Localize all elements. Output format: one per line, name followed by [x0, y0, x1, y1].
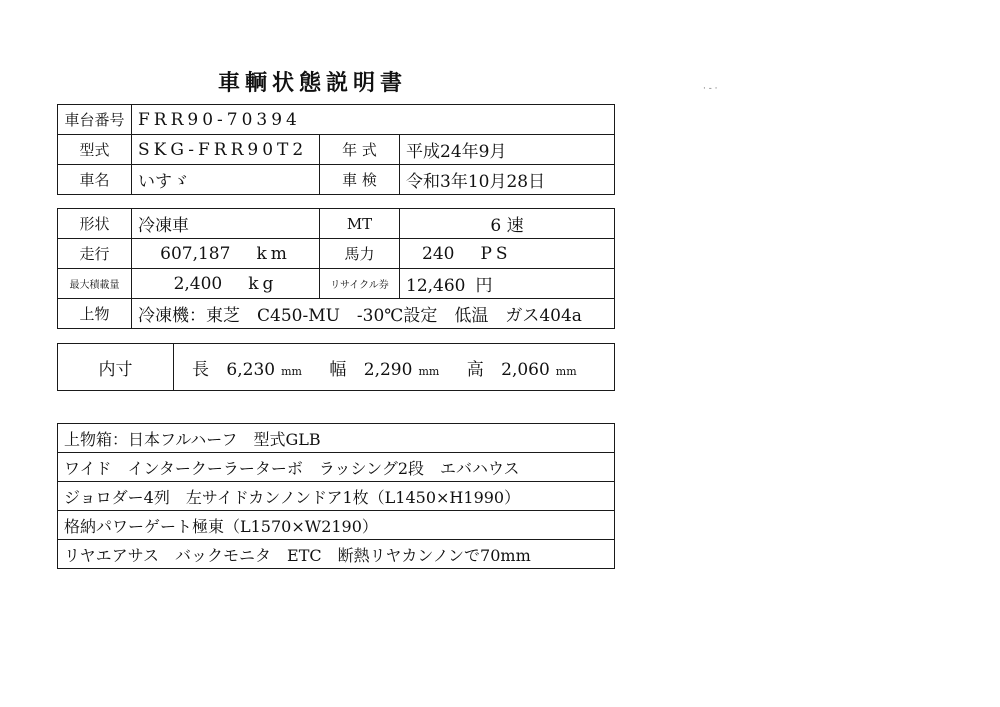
load-unit: kg — [248, 273, 278, 294]
length-value: 6,230 — [226, 359, 276, 380]
name-label: 車名 — [58, 165, 132, 195]
shape-row — [58, 209, 615, 239]
scan-mark: · ‑ · — [703, 84, 718, 94]
height-value: 2,060 — [501, 359, 550, 380]
power-value: 240 — [422, 243, 455, 264]
note-line: 格納パワーゲート極東（L1570×W2190） — [58, 511, 615, 540]
notes-table — [57, 423, 615, 569]
mileage-cell — [132, 239, 320, 269]
note-row — [58, 453, 615, 482]
recycle-cell — [400, 269, 615, 299]
width-value: 2,290 — [363, 359, 413, 380]
chassis-label: 車台番号 — [58, 105, 132, 135]
power-cell — [400, 239, 615, 269]
body-row — [58, 299, 615, 329]
basic-info-table — [57, 104, 615, 195]
inspection-label: 車 検 — [320, 165, 400, 195]
dimensions-row — [58, 344, 615, 391]
height-label: 高 — [466, 359, 484, 380]
dimensions-values — [174, 344, 615, 391]
name-row — [58, 165, 615, 195]
spec-table — [57, 208, 615, 329]
note-row — [58, 482, 615, 511]
note-line: 上物箱：日本フルハーフ 型式GLB — [58, 424, 615, 453]
recycle-label: リサイクル券 — [320, 269, 400, 299]
note-row — [58, 424, 615, 453]
year-label: 年 式 — [320, 135, 400, 165]
width-unit: mm — [418, 364, 440, 378]
model-value: SKG-FRR90T2 — [132, 135, 320, 165]
note-row — [58, 540, 615, 569]
width-label: 幅 — [329, 359, 347, 380]
mileage-value: 607,187 — [160, 243, 231, 264]
load-value: 2,400 — [173, 273, 223, 294]
mileage-row — [58, 239, 615, 269]
recycle-value: 12,460 — [406, 276, 466, 296]
recycle-unit: 円 — [475, 276, 493, 296]
year-value: 平成24年9月 — [400, 135, 615, 165]
dimensions-label: 内寸 — [58, 344, 174, 391]
inspection-value: 令和3年10月28日 — [400, 165, 615, 195]
mileage-label: 走行 — [58, 239, 132, 269]
length-label: 長 — [192, 359, 209, 380]
dimensions-table — [57, 343, 615, 391]
load-row — [58, 269, 615, 299]
mt-value: 6 速 — [400, 209, 615, 239]
load-cell — [132, 269, 320, 299]
power-unit: PS — [480, 243, 512, 264]
body-value: 冷凍機：東芝 C450-MU -30℃設定 低温 ガス404a — [132, 299, 615, 329]
model-label: 型式 — [58, 135, 132, 165]
document-title: 車輌状態説明書 — [218, 70, 408, 96]
model-row — [58, 135, 615, 165]
height-unit: mm — [555, 364, 577, 378]
chassis-value: FRR90-70394 — [132, 105, 615, 135]
note-line: ワイド インタークーラーターボ ラッシング2段 エバハウス — [58, 453, 615, 482]
name-value: いすゞ — [132, 165, 320, 195]
note-line: リヤエアサス バックモニタ ETC 断熱リヤカンノンで70mm — [58, 540, 615, 569]
note-row — [58, 511, 615, 540]
note-line: ジョロダー4列 左サイドカンノンドア1枚（L1450×H1990） — [58, 482, 615, 511]
mileage-unit: km — [256, 243, 291, 264]
chassis-row — [58, 105, 615, 135]
mt-label: MT — [320, 209, 400, 239]
body-label: 上物 — [58, 299, 132, 329]
shape-value: 冷凍車 — [132, 209, 320, 239]
load-label: 最大積載量 — [58, 269, 132, 299]
length-unit: mm — [281, 364, 302, 378]
power-label: 馬力 — [320, 239, 400, 269]
shape-label: 形状 — [58, 209, 132, 239]
